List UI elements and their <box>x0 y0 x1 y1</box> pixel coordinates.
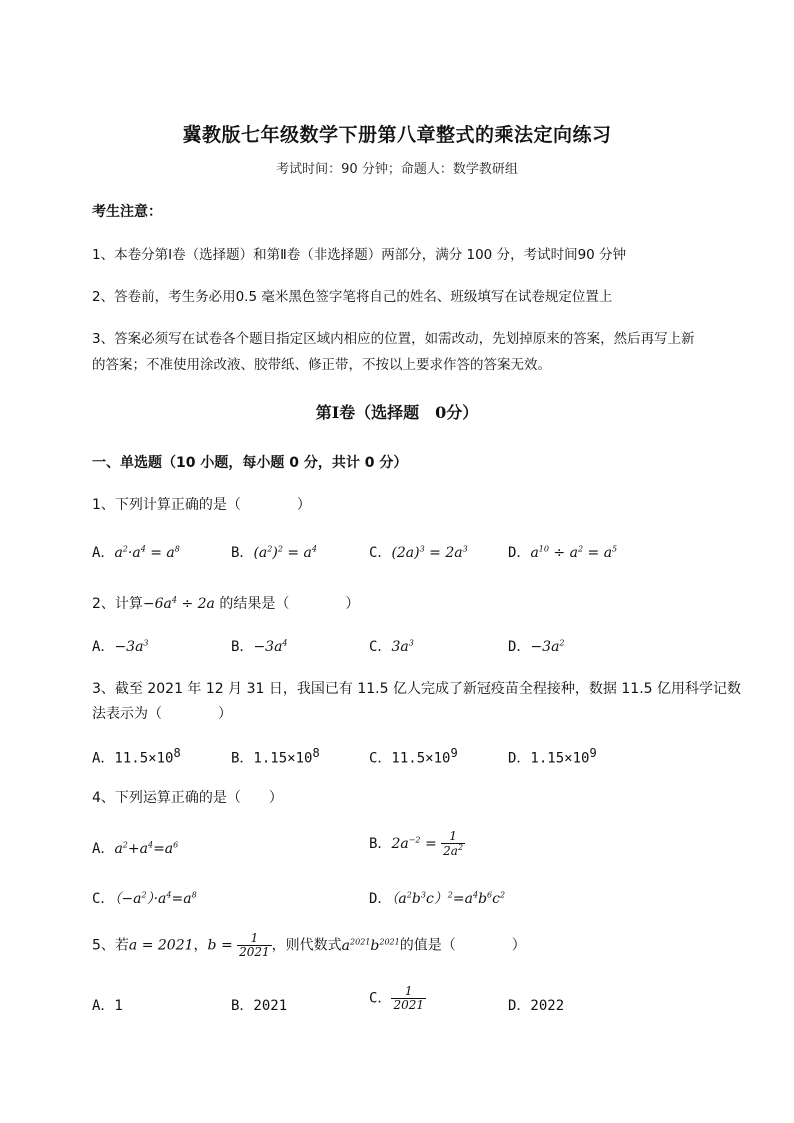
question-5-option-b: B．2021 <box>231 998 288 1014</box>
question-5-option-a: A．1 <box>92 998 123 1014</box>
question-4-option-a: A．$a^2+a^4=a^6$ <box>92 840 179 857</box>
question-2-option-a: A．$-3a^3$ <box>92 638 149 655</box>
question-2-stem: 2、计算$-6a^4 \div 2a$ 的结果是（ ） <box>92 595 360 612</box>
question-2-option-d: D．$-3a^2$ <box>508 638 565 655</box>
question-5-stem: 5、若a = 2021，b = $\frac{1}{2021}$ ，则代数式$a^{2021}b^{2021}$的值是（ ） <box>92 931 526 960</box>
question-3-option-c: C．$11.5\times 10^9$ <box>369 746 458 767</box>
question-3-option-a: A．$11.5\times 10^8$ <box>92 746 181 767</box>
note-2: 2、答卷前，考生务必用0.5 毫米黑色签字笔将自己的姓名、班级填写在试卷规定位置上 <box>92 289 613 305</box>
question-5-option-c: C． $\frac{1}{2021}$ <box>369 984 424 1013</box>
question-1-option-d: D．$a^{10} \div a^2 = a^5$ <box>508 544 618 561</box>
question-4-option-c: C．$(-a^2)\cdot a^4=a^8$ <box>92 890 197 907</box>
note-3-cont: 的答案；不准使用涂改液、胶带纸、修正带，不按以上要求作答的答案无效。 <box>92 357 551 373</box>
question-2-option-c: C．$3a^3$ <box>369 638 414 655</box>
question-1-stem: 1、下列计算正确的是（ ） <box>92 497 311 513</box>
question-5-option-d: D．2022 <box>508 998 565 1014</box>
part-heading: 一、单选题（10 小题，每小题 0 分，共计 0 分） <box>92 455 408 471</box>
question-3-option-b: B．$1.15\times 10^8$ <box>231 746 320 767</box>
question-3-option-d: D．$1.15\times 10^9$ <box>508 746 597 767</box>
question-4-option-b: B．$2a^{-2}$ = $\frac{1}{2a^2}$ <box>369 829 464 859</box>
note-1: 1、本卷分第Ⅰ卷（选择题）和第Ⅱ卷（非选择题）两部分，满分 100 分，考试时间90 分钟 <box>92 247 627 263</box>
note-3: 3、答案必须写在试卷各个题目指定区域内相应的位置，如需改动，先划掉原来的答案，然后再写上新 <box>92 331 695 347</box>
question-3-stem-line1: 3、截至 2021 年 12 月 31 日，我国已有 11.5 亿人完成了新冠疫苗全程接种，数据 11.5 亿用科学记数 <box>92 681 742 697</box>
question-4-stem: 4、下列运算正确的是（ ） <box>92 790 283 806</box>
question-1-option-c: C．$(2a)^3 = 2a^3$ <box>369 544 468 561</box>
question-3-stem-line2: 法表示为（ ） <box>92 706 232 722</box>
question-1-option-b: B．$(a^2)^2 = a^4$ <box>231 544 317 561</box>
section-title: 第Ⅰ卷（选择题 0分） <box>315 403 479 422</box>
question-2-option-b: B．$-3a^4$ <box>231 638 288 655</box>
notes-heading: 考生注意： <box>92 204 162 220</box>
question-1-option-a: A．$a^2\cdot a^4 = a^8$ <box>92 544 180 561</box>
exam-subtitle: 考试时间：90 分钟；命题人：数学教研组 <box>276 162 518 177</box>
question-4-option-d: D．$(a^2b^3c)^2=a^4b^6c^2$ <box>369 890 506 907</box>
exam-title: 冀教版七年级数学下册第八章整式的乘法定向练习 <box>182 124 612 146</box>
